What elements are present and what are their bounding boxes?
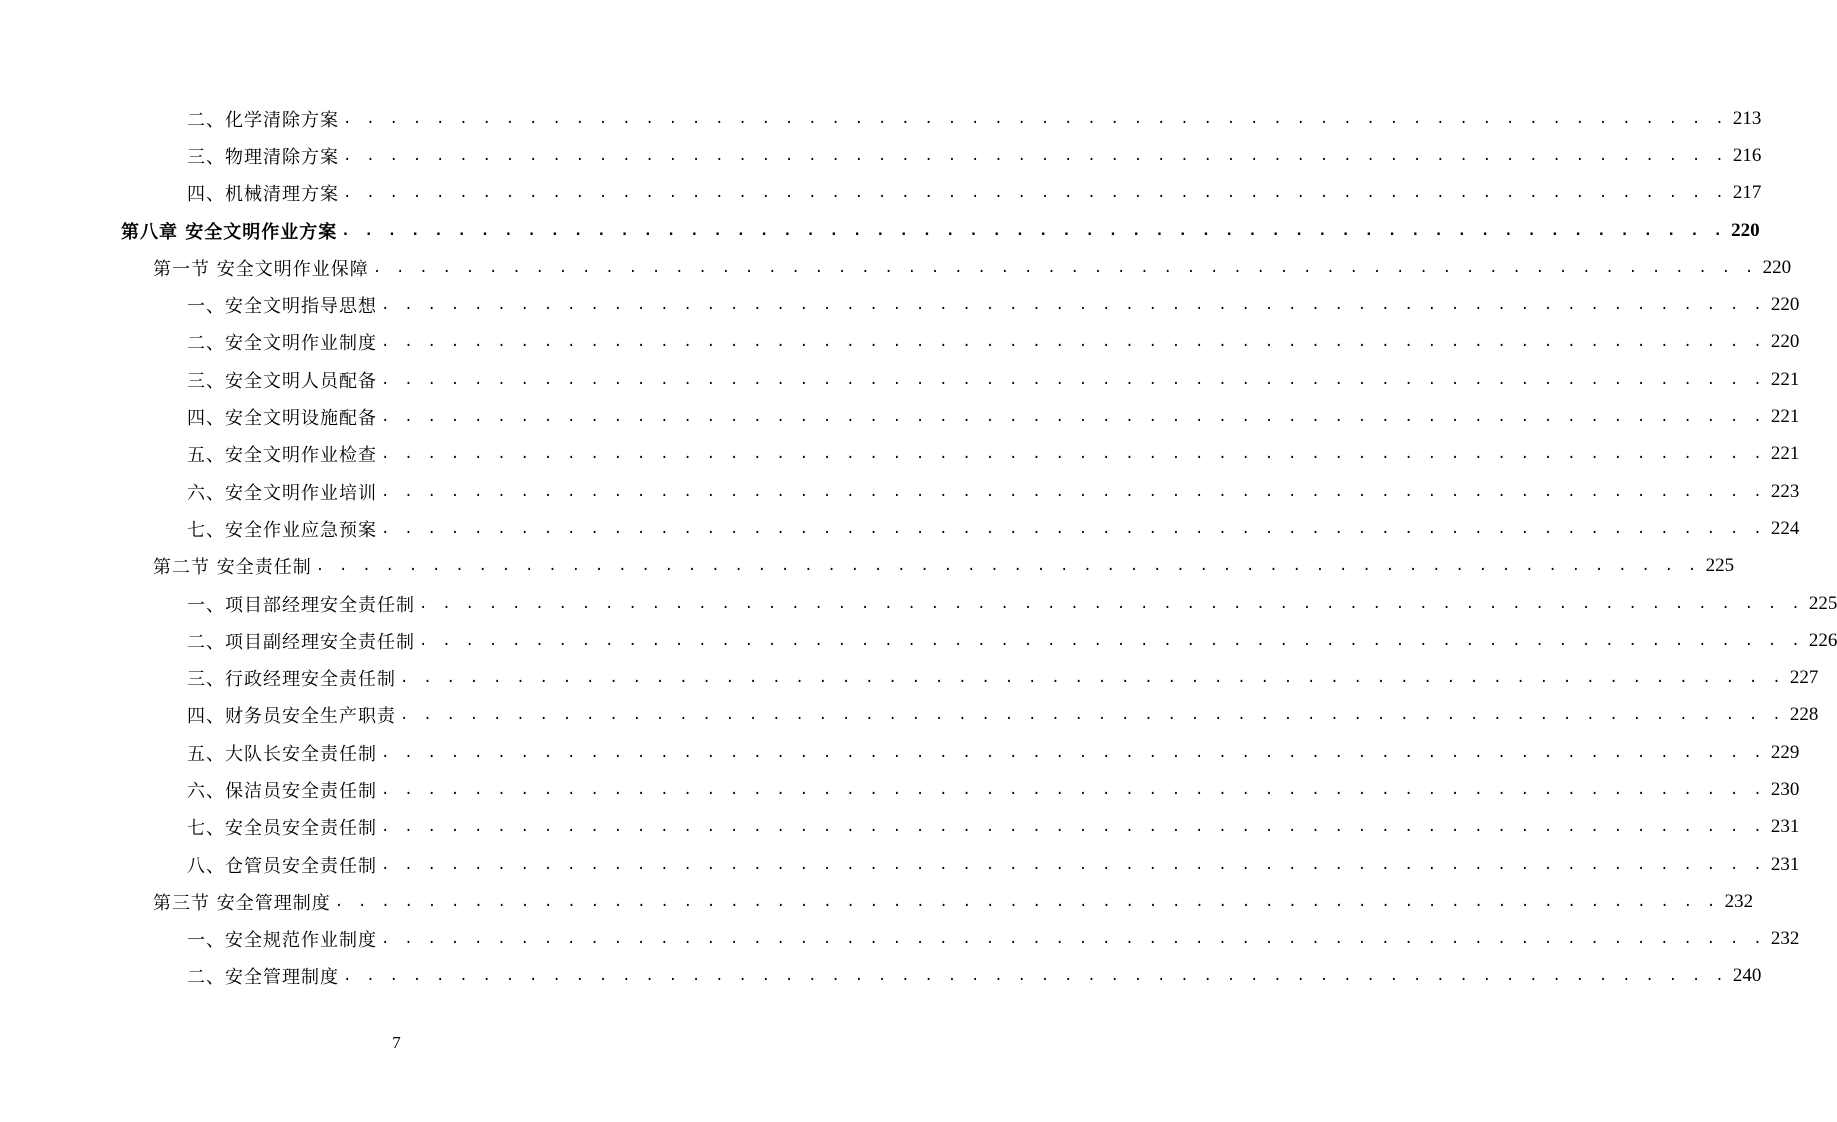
- toc-entry: [187, 814, 1800, 840]
- toc-entry-page: 223: [1770, 480, 1800, 502]
- toc-entry-label: 六、安全文明作业培训: [187, 482, 377, 504]
- toc-entry-label: 五、大队长安全责任制: [187, 743, 377, 765]
- toc-item-row[interactable]: [0, 659, 1819, 696]
- toc-entry-page: 240: [1732, 965, 1762, 987]
- dot-leader: . . . . . . . . . . . . . . . . . . . . . . . . . . . . . . . . . . . . . . . . . . . . . . . . . . . . . . . . . . . .: [381, 856, 1765, 873]
- toc-entry-page: 228: [1789, 704, 1819, 726]
- dot-leader: . . . . . . . . . . . . . . . . . . . . . . . . . . . . . . . . . . . . . . . . . . . . . . . . . . . . . . . . . . . .: [343, 185, 1727, 202]
- toc-entry: [187, 591, 1837, 617]
- toc-entry-label: 六、保洁员安全责任制: [187, 780, 377, 802]
- dot-leader: . . . . . . . . . . . . . . . . . . . . . . . . . . . . . . . . . . . . . . . . . . . . . . . . . . . . . . . . . . . .: [400, 707, 1784, 724]
- toc-entry: [187, 292, 1800, 318]
- toc-entry: [187, 180, 1762, 206]
- dot-leader: . . . . . . . . . . . . . . . . . . . . . . . . . . . . . . . . . . . . . . . . . . . . . . . . . . . . . . . . . . . .: [343, 147, 1727, 164]
- toc-entry-label: 第八章 安全文明作业方案: [121, 221, 338, 243]
- toc-entry-page: 225: [1705, 555, 1735, 577]
- toc-item-row[interactable]: [0, 100, 1762, 137]
- toc-item-row[interactable]: [0, 921, 1800, 958]
- toc-entry-label: 七、安全员安全责任制: [187, 818, 377, 840]
- toc-entry: [187, 740, 1800, 766]
- toc-item-row[interactable]: [0, 436, 1800, 473]
- toc-entry-page: 232: [1724, 890, 1754, 912]
- toc-entry-page: 220: [1770, 294, 1800, 316]
- toc-item-row[interactable]: [0, 958, 1762, 995]
- toc-entry-label: 四、财务员安全生产职责: [187, 706, 396, 728]
- toc-entry-label: 七、安全作业应急预案: [187, 519, 377, 541]
- toc-entry: [187, 367, 1800, 393]
- toc-entry-label: 三、物理清除方案: [187, 146, 339, 168]
- toc-item-row[interactable]: [0, 510, 1800, 547]
- toc-entry-page: 217: [1732, 182, 1762, 204]
- dot-leader: . . . . . . . . . . . . . . . . . . . . . . . . . . . . . . . . . . . . . . . . . . . . . . . . . . . . . . . . . . . .: [381, 446, 1765, 463]
- toc-section-row[interactable]: [0, 249, 1792, 286]
- toc-entry-label: 五、安全文明作业检查: [187, 445, 377, 467]
- toc-item-row[interactable]: [0, 585, 1837, 622]
- toc-item-row[interactable]: [0, 771, 1800, 808]
- dot-leader: . . . . . . . . . . . . . . . . . . . . . . . . . . . . . . . . . . . . . . . . . . . . . . . . . . . . . . . . . . . .: [315, 558, 1700, 575]
- toc-item-row[interactable]: [0, 398, 1800, 435]
- toc-entry: [153, 255, 1792, 281]
- toc-entry-label: 一、项目部经理安全责任制: [187, 594, 415, 616]
- toc-item-row[interactable]: [0, 697, 1819, 734]
- toc-entry-page: 230: [1770, 778, 1800, 800]
- dot-leader: . . . . . . . . . . . . . . . . . . . . . . . . . . . . . . . . . . . . . . . . . . . . . . . . . . . . . . . . . . . .: [381, 520, 1765, 537]
- dot-leader: . . . . . . . . . . . . . . . . . . . . . . . . . . . . . . . . . . . . . . . . . . . . . . . . . . . . . . . . . . . .: [334, 893, 1719, 910]
- toc-entry-page: 226: [1808, 629, 1837, 651]
- table-of-contents: [0, 100, 1837, 995]
- toc-entry-label: 四、机械清理方案: [187, 184, 339, 206]
- toc-entry-label: 二、安全文明作业制度: [187, 333, 377, 355]
- dot-leader: . . . . . . . . . . . . . . . . . . . . . . . . . . . . . . . . . . . . . . . . . . . . . . . . . . . . . . . . . . . .: [381, 371, 1765, 388]
- dot-leader: . . . . . . . . . . . . . . . . . . . . . . . . . . . . . . . . . . . . . . . . . . . . . . . . . . . . . . . . . . . .: [381, 744, 1765, 761]
- toc-entry: [187, 628, 1837, 654]
- dot-leader: . . . . . . . . . . . . . . . . . . . . . . . . . . . . . . . . . . . . . . . . . . . . . . . . . . . . . . . . . . . .: [400, 670, 1784, 687]
- toc-entry: [187, 665, 1819, 691]
- toc-entry: [187, 441, 1800, 467]
- dot-leader: . . . . . . . . . . . . . . . . . . . . . . . . . . . . . . . . . . . . . . . . . . . . . . . . . . . . . . . . . . . .: [372, 259, 1757, 276]
- toc-chapter-row[interactable]: [0, 212, 1760, 249]
- toc-entry-page: 231: [1770, 816, 1800, 838]
- toc-entry-page: 227: [1789, 667, 1819, 689]
- toc-entry-page: 221: [1770, 443, 1800, 465]
- toc-entry-label: 第一节 安全文明作业保障: [153, 258, 369, 280]
- toc-entry-label: 第三节 安全管理制度: [153, 892, 331, 914]
- toc-item-row[interactable]: [0, 734, 1800, 771]
- toc-entry-label: 二、化学清除方案: [187, 109, 339, 131]
- toc-entry-page: 216: [1732, 144, 1762, 166]
- toc-entry-label: 二、项目副经理安全责任制: [187, 631, 415, 653]
- toc-entry: [187, 852, 1800, 878]
- toc-section-row[interactable]: [0, 883, 1754, 920]
- toc-entry-page: 220: [1762, 256, 1792, 278]
- toc-entry-page: 225: [1808, 592, 1837, 614]
- toc-entry-page: 231: [1770, 853, 1800, 875]
- toc-entry: [153, 553, 1735, 579]
- toc-entry-label: 八、仓管员安全责任制: [187, 855, 377, 877]
- toc-entry-label: 第二节 安全责任制: [153, 557, 312, 579]
- toc-entry: [187, 106, 1762, 132]
- toc-entry: [153, 889, 1754, 915]
- toc-entry-page: 213: [1732, 107, 1762, 129]
- toc-item-row[interactable]: [0, 622, 1837, 659]
- toc-entry: [187, 926, 1800, 952]
- dot-leader: . . . . . . . . . . . . . . . . . . . . . . . . . . . . . . . . . . . . . . . . . . . . . . . . . . . . . . . . . . . .: [381, 781, 1765, 798]
- toc-entry-label: 三、行政经理安全责任制: [187, 669, 396, 691]
- toc-entry: [187, 404, 1800, 430]
- toc-entry-page: 221: [1770, 368, 1800, 390]
- toc-entry-label: 一、安全规范作业制度: [187, 930, 377, 952]
- toc-item-row[interactable]: [0, 473, 1800, 510]
- toc-item-row[interactable]: [0, 286, 1800, 323]
- toc-entry: [187, 479, 1800, 505]
- toc-entry: [121, 218, 1760, 244]
- toc-entry: [187, 329, 1800, 355]
- toc-entry-label: 三、安全文明人员配备: [187, 370, 377, 392]
- toc-item-row[interactable]: [0, 809, 1800, 846]
- dot-leader: . . . . . . . . . . . . . . . . . . . . . . . . . . . . . . . . . . . . . . . . . . . . . . . . . . . . . . . . . . . .: [343, 110, 1727, 127]
- dot-leader: . . . . . . . . . . . . . . . . . . . . . . . . . . . . . . . . . . . . . . . . . . . . . . . . . . . . . . . . . . . .: [381, 409, 1765, 426]
- dot-leader: . . . . . . . . . . . . . . . . . . . . . . . . . . . . . . . . . . . . . . . . . . . . . . . . . . . . . . . . . . . .: [341, 222, 1726, 239]
- toc-item-row[interactable]: [0, 846, 1800, 883]
- toc-entry: [187, 963, 1762, 989]
- toc-entry-page: 229: [1770, 741, 1800, 763]
- toc-item-row[interactable]: [0, 361, 1800, 398]
- toc-entry: [187, 702, 1819, 728]
- dot-leader: . . . . . . . . . . . . . . . . . . . . . . . . . . . . . . . . . . . . . . . . . . . . . . . . . . . . . . . . . . . .: [381, 819, 1765, 836]
- toc-entry: [187, 516, 1800, 542]
- toc-entry: [187, 143, 1762, 169]
- dot-leader: . . . . . . . . . . . . . . . . . . . . . . . . . . . . . . . . . . . . . . . . . . . . . . . . . . . . . . . . . . . .: [381, 297, 1765, 314]
- dot-leader: . . . . . . . . . . . . . . . . . . . . . . . . . . . . . . . . . . . . . . . . . . . . . . . . . . . . . . . . . . . .: [343, 968, 1727, 985]
- toc-entry-label: 二、安全管理制度: [187, 967, 339, 989]
- page-number: 7: [392, 1033, 401, 1052]
- dot-leader: . . . . . . . . . . . . . . . . . . . . . . . . . . . . . . . . . . . . . . . . . . . . . . . . . . . . . . . . . . . .: [381, 483, 1765, 500]
- toc-entry-label: 四、安全文明设施配备: [187, 408, 377, 430]
- toc-entry-page: 221: [1770, 406, 1800, 428]
- dot-leader: . . . . . . . . . . . . . . . . . . . . . . . . . . . . . . . . . . . . . . . . . . . . . . . . . . . . . . . . . . . .: [419, 632, 1803, 649]
- toc-entry-label: 一、安全文明指导思想: [187, 296, 377, 318]
- toc-item-row[interactable]: [0, 137, 1762, 174]
- toc-section-row[interactable]: [0, 548, 1735, 585]
- toc-entry-page: 220: [1770, 331, 1800, 353]
- toc-entry-page: 232: [1770, 928, 1800, 950]
- dot-leader: . . . . . . . . . . . . . . . . . . . . . . . . . . . . . . . . . . . . . . . . . . . . . . . . . . . . . . . . . . . .: [419, 595, 1803, 612]
- toc-entry-page: 224: [1770, 517, 1800, 539]
- toc-entry-page: 220: [1731, 219, 1760, 241]
- dot-leader: . . . . . . . . . . . . . . . . . . . . . . . . . . . . . . . . . . . . . . . . . . . . . . . . . . . . . . . . . . . .: [381, 931, 1765, 948]
- toc-item-row[interactable]: [0, 175, 1762, 212]
- toc-item-row[interactable]: [0, 324, 1800, 361]
- dot-leader: . . . . . . . . . . . . . . . . . . . . . . . . . . . . . . . . . . . . . . . . . . . . . . . . . . . . . . . . . . . .: [381, 334, 1765, 351]
- toc-entry: [187, 777, 1800, 803]
